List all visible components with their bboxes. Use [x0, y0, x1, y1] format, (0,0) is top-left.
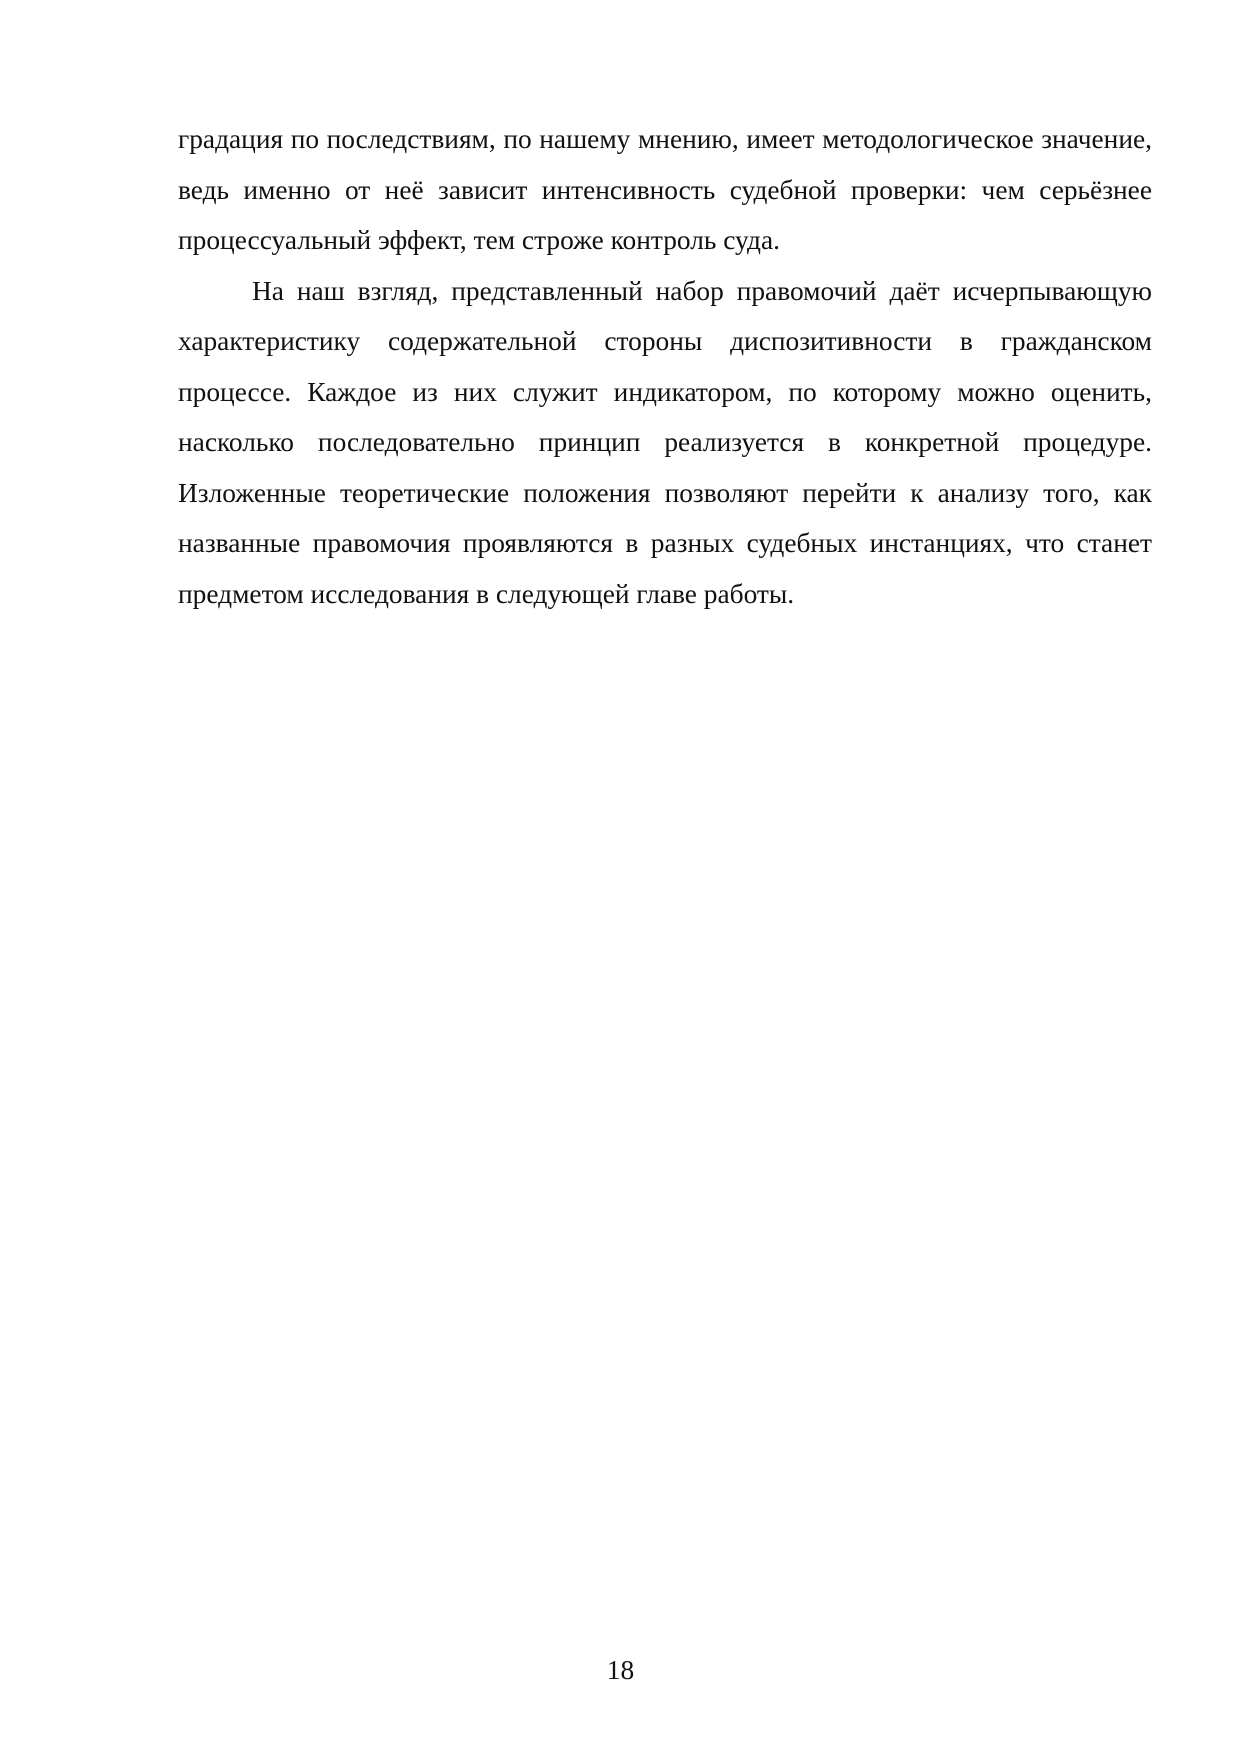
paragraph-continuation: градация по последствиям, по нашему мнению, имеет методологическое значение, ведь именно от неё зависит интенсивность судебной проверки: чем серьёзнее процессуальный эффект, тем строже контроль суда. [178, 124, 1152, 255]
body-text [178, 114, 1152, 619]
paragraph-conclusion: На наш взгляд, представленный набор правомочий даёт исчерпывающую характеристику содержательной стороны диспозитивности в гражданском процессе. Каждое из них служит индикатором, по которому можно оценить, насколько последовательно принцип реализуется в конкретной процедуре. Изложенные теоретические положения позволяют перейти к анализу того, как названные правомочия проявляются в разных судебных инстанциях, что станет предметом исследования в следующей главе работы. [178, 275, 1152, 609]
page-number: 18 [606, 1655, 635, 1685]
